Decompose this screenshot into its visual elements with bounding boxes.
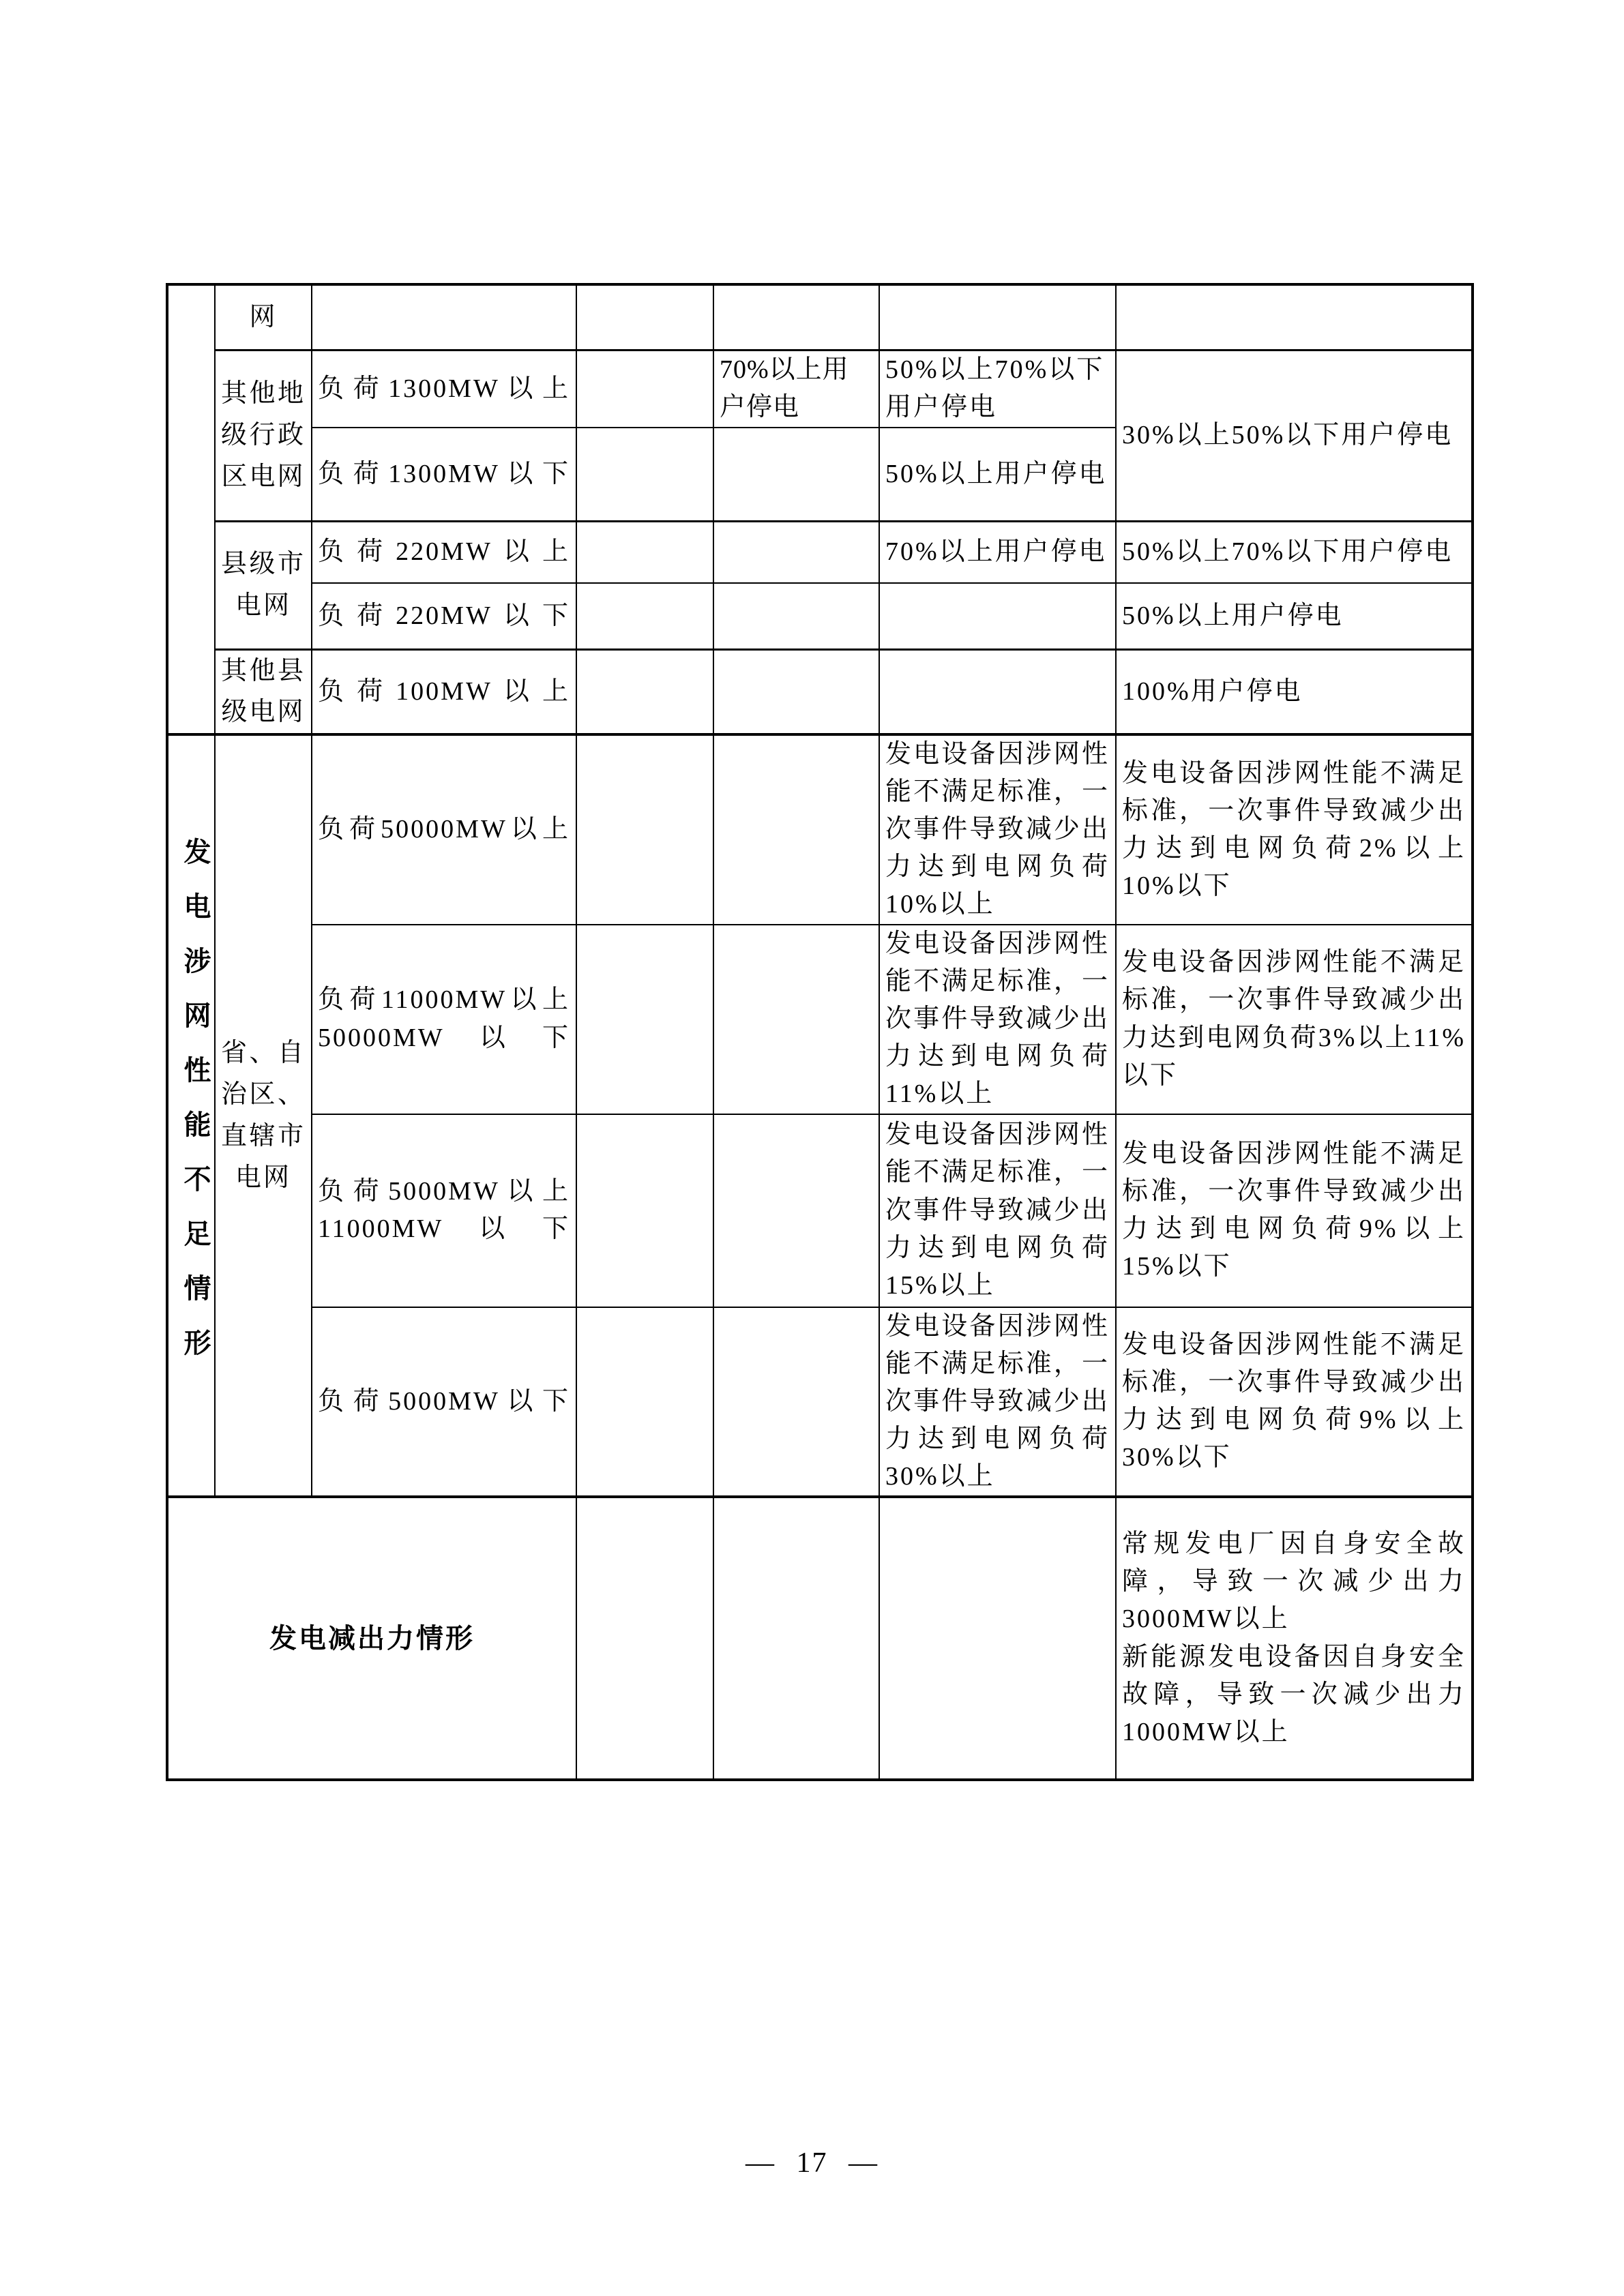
load-220-below-cell: 负荷220MW以下 (312, 583, 576, 649)
performance-30pct-cell: 发电设备因涉网性能不满足标准，一次事件导致减少出力达到电网负荷30%以上 (879, 1307, 1116, 1497)
empty-cell (576, 1497, 713, 1780)
table-row (167, 925, 1473, 1114)
performance-9-15pct-cell: 发电设备因涉网性能不满足标准，一次事件导致减少出力达到电网负荷9%以上15%以下 (1116, 1114, 1473, 1307)
empty-cell (576, 350, 713, 428)
section-label-gen-output-reduction-cell: 发电减出力情形 (167, 1497, 576, 1780)
empty-cell (713, 1307, 879, 1497)
performance-3-11pct-cell: 发电设备因涉网性能不满足标准，一次事件导致减少出力达到电网负荷3%以上11%以下 (1116, 925, 1473, 1114)
load-5000-below-cell: 负荷5000MW以下 (312, 1307, 576, 1497)
empty-cell (713, 1497, 879, 1780)
performance-9-30pct-cell: 发电设备因涉网性能不满足标准，一次事件导致减少出力达到电网负荷9%以上30%以下 (1116, 1307, 1473, 1497)
empty-cell (879, 284, 1116, 350)
load-1300-below-cell: 负荷1300MW以下 (312, 428, 576, 521)
grid-label-continuation-cell: 网 (215, 284, 312, 350)
load-220-above-cell: 负荷220MW以上 (312, 521, 576, 583)
empty-cell (713, 428, 879, 521)
empty-cell (576, 583, 713, 649)
section-label-grid-performance-cell (167, 734, 215, 1497)
performance-10pct-cell: 发电设备因涉网性能不满足标准，一次事件导致减少出力达到电网负荷10%以上 (879, 734, 1116, 924)
empty-cell (576, 1114, 713, 1307)
outage-50-plus-cell: 50%以上用户停电 (879, 428, 1116, 521)
outage-70-plus-cell: 70%以上用户停电 (879, 521, 1116, 583)
outage-50-70-cell: 50%以上70%以下用户停电 (879, 350, 1116, 428)
empty-cell (576, 734, 713, 924)
section-column-empty-cell (167, 284, 215, 734)
conventional-plant-criterion: 常规发电厂因自身安全故障，导致一次减少出力3000MW以上 (1122, 1530, 1466, 1634)
empty-cell (576, 521, 713, 583)
table-row (167, 350, 1473, 428)
grid-label-province-cell: 省、自治区、直辖市电网 (215, 734, 312, 1497)
empty-cell (713, 284, 879, 350)
grid-label-county-city-cell: 县级市电网 (215, 521, 312, 649)
empty-cell (713, 734, 879, 924)
table-row (167, 1114, 1473, 1307)
empty-cell (713, 583, 879, 649)
outage-50-plus-cell: 50%以上用户停电 (1116, 583, 1473, 649)
empty-cell (576, 428, 713, 521)
empty-cell (713, 1114, 879, 1307)
table-row (167, 734, 1473, 924)
section-label-vertical-text: 发电涉网性能不足情形 (180, 837, 210, 1384)
table-row (167, 649, 1473, 734)
outage-100-cell: 100%用户停电 (1116, 649, 1473, 734)
load-100-above-cell: 负荷100MW以上 (312, 649, 576, 734)
outage-70-plus-cell: 70%以上用户停电 (713, 350, 879, 428)
performance-2-10pct-cell: 发电设备因涉网性能不满足标准，一次事件导致减少出力达到电网负荷2%以上10%以下 (1116, 734, 1473, 924)
table-row (167, 521, 1473, 583)
load-11000-50000-cell: 负荷11000MW以上50000MW以下 (312, 925, 576, 1114)
new-energy-criterion: 新能源发电设备因自身安全故障，导致一次减少出力1000MW以上 (1122, 1642, 1466, 1746)
empty-cell (713, 925, 879, 1114)
empty-cell (576, 1307, 713, 1497)
table-row (167, 1497, 1473, 1780)
page-number: — 17 — (745, 2147, 879, 2179)
empty-cell (312, 284, 576, 350)
outage-30-50-merged-cell: 30%以上50%以下用户停电 (1116, 350, 1473, 521)
empty-cell (713, 649, 879, 734)
empty-cell (576, 284, 713, 350)
load-50000-above-cell: 负荷50000MW以上 (312, 734, 576, 924)
table-row (167, 583, 1473, 649)
empty-cell (879, 649, 1116, 734)
performance-11pct-cell: 发电设备因涉网性能不满足标准，一次事件导致减少出力达到电网负荷11%以上 (879, 925, 1116, 1114)
outage-50-70-cell: 50%以上70%以下用户停电 (1116, 521, 1473, 583)
load-5000-11000-cell: 负荷5000MW以上11000MW以下 (312, 1114, 576, 1307)
load-1300-above-cell: 负荷1300MW以上 (312, 350, 576, 428)
empty-cell (713, 521, 879, 583)
gen-output-reduction-criteria-cell (1116, 1497, 1473, 1780)
performance-15pct-cell: 发电设备因涉网性能不满足标准，一次事件导致减少出力达到电网负荷15%以上 (879, 1114, 1116, 1307)
empty-cell (1116, 284, 1473, 350)
empty-cell (879, 1497, 1116, 1780)
severity-criteria-table (166, 283, 1474, 1781)
grid-label-other-county-cell: 其他县级电网 (215, 649, 312, 734)
empty-cell (576, 925, 713, 1114)
grid-label-other-prefecture-cell: 其他地级行政区电网 (215, 350, 312, 521)
table-row (167, 1307, 1473, 1497)
empty-cell (879, 583, 1116, 649)
empty-cell (576, 649, 713, 734)
table-row (167, 284, 1473, 350)
